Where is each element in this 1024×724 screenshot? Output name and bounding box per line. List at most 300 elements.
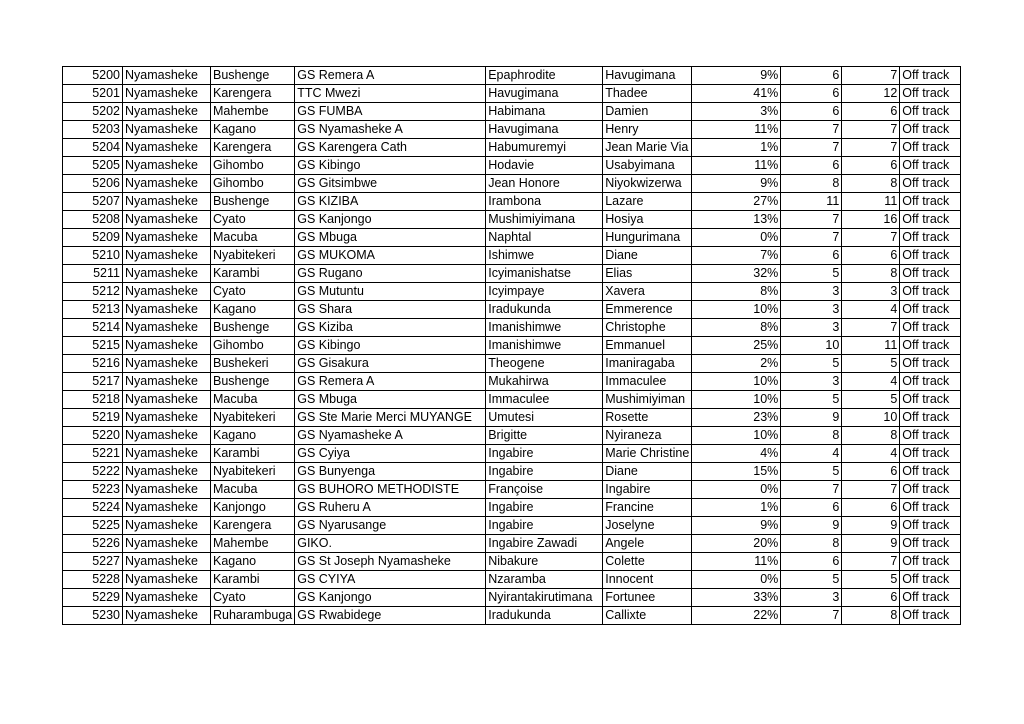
score-b-cell: 6 — [842, 103, 900, 121]
first-name-cell: Iradukunda — [486, 301, 603, 319]
table-row — [63, 499, 961, 517]
district-cell: Nyamasheke — [123, 571, 211, 589]
score-a-cell: 5 — [781, 571, 842, 589]
sector-cell: Karambi — [211, 445, 295, 463]
first-name-cell: Icyimpaye — [486, 283, 603, 301]
score-a-cell: 7 — [781, 139, 842, 157]
status-cell: Off track — [900, 265, 961, 283]
status-cell: Off track — [900, 211, 961, 229]
row-id-cell: 5211 — [63, 265, 123, 283]
score-b-cell: 7 — [842, 229, 900, 247]
district-cell: Nyamasheke — [123, 157, 211, 175]
first-name-cell: Nzaramba — [486, 571, 603, 589]
percent-cell: 8% — [692, 319, 781, 337]
last-name-cell: Havugimana — [603, 67, 692, 85]
row-id-cell: 5209 — [63, 229, 123, 247]
status-cell: Off track — [900, 355, 961, 373]
score-b-cell: 10 — [842, 409, 900, 427]
status-cell: Off track — [900, 427, 961, 445]
first-name-cell: Mushimiyimana — [486, 211, 603, 229]
sector-cell: Kanjongo — [211, 499, 295, 517]
score-b-cell: 9 — [842, 517, 900, 535]
school-cell: GS FUMBA — [295, 103, 486, 121]
score-b-cell: 6 — [842, 463, 900, 481]
school-cell: GS Remera A — [295, 67, 486, 85]
percent-cell: 9% — [692, 517, 781, 535]
status-cell: Off track — [900, 463, 961, 481]
last-name-cell: Callixte — [603, 607, 692, 625]
score-b-cell: 5 — [842, 391, 900, 409]
percent-cell: 0% — [692, 229, 781, 247]
school-cell: GS Kiziba — [295, 319, 486, 337]
last-name-cell: Marie Christine — [603, 445, 692, 463]
row-id-cell: 5219 — [63, 409, 123, 427]
percent-cell: 11% — [692, 553, 781, 571]
district-cell: Nyamasheke — [123, 319, 211, 337]
score-a-cell: 3 — [781, 589, 842, 607]
district-cell: Nyamasheke — [123, 589, 211, 607]
first-name-cell: Havugimana — [486, 121, 603, 139]
percent-cell: 1% — [692, 499, 781, 517]
percent-cell: 0% — [692, 481, 781, 499]
table-row — [63, 121, 961, 139]
score-b-cell: 16 — [842, 211, 900, 229]
district-cell: Nyamasheke — [123, 247, 211, 265]
school-cell: GS Gitsimbwe — [295, 175, 486, 193]
table-row — [63, 589, 961, 607]
first-name-cell: Umutesi — [486, 409, 603, 427]
sector-cell: Bushenge — [211, 193, 295, 211]
district-cell: Nyamasheke — [123, 103, 211, 121]
status-cell: Off track — [900, 67, 961, 85]
last-name-cell: Lazare — [603, 193, 692, 211]
row-id-cell: 5222 — [63, 463, 123, 481]
last-name-cell: Colette — [603, 553, 692, 571]
status-cell: Off track — [900, 103, 961, 121]
score-b-cell: 7 — [842, 481, 900, 499]
sector-cell: Karengera — [211, 517, 295, 535]
score-a-cell: 6 — [781, 553, 842, 571]
last-name-cell: Imaniragaba — [603, 355, 692, 373]
status-cell: Off track — [900, 283, 961, 301]
score-b-cell: 6 — [842, 247, 900, 265]
sector-cell: Cyato — [211, 211, 295, 229]
district-cell: Nyamasheke — [123, 67, 211, 85]
first-name-cell: Epaphrodite — [486, 67, 603, 85]
sector-cell: Nyabitekeri — [211, 409, 295, 427]
percent-cell: 10% — [692, 373, 781, 391]
score-b-cell: 6 — [842, 499, 900, 517]
first-name-cell: Icyimanishatse — [486, 265, 603, 283]
score-a-cell: 6 — [781, 103, 842, 121]
table-row — [63, 139, 961, 157]
status-cell: Off track — [900, 517, 961, 535]
status-cell: Off track — [900, 337, 961, 355]
first-name-cell: Ingabire — [486, 499, 603, 517]
row-id-cell: 5230 — [63, 607, 123, 625]
percent-cell: 9% — [692, 67, 781, 85]
score-a-cell: 6 — [781, 157, 842, 175]
score-a-cell: 8 — [781, 427, 842, 445]
score-a-cell: 3 — [781, 301, 842, 319]
school-cell: GS Rwabidege — [295, 607, 486, 625]
sector-cell: Karambi — [211, 265, 295, 283]
percent-cell: 9% — [692, 175, 781, 193]
school-cell: GS MUKOMA — [295, 247, 486, 265]
score-a-cell: 6 — [781, 67, 842, 85]
sector-cell: Macuba — [211, 481, 295, 499]
school-cell: GS Ruheru A — [295, 499, 486, 517]
sector-cell: Bushenge — [211, 319, 295, 337]
school-cell: GS Karengera Cath — [295, 139, 486, 157]
first-name-cell: Ingabire — [486, 445, 603, 463]
percent-cell: 15% — [692, 463, 781, 481]
status-cell: Off track — [900, 445, 961, 463]
school-cell: GS Remera A — [295, 373, 486, 391]
score-a-cell: 8 — [781, 535, 842, 553]
status-cell: Off track — [900, 607, 961, 625]
school-cell: TTC Mwezi — [295, 85, 486, 103]
percent-cell: 10% — [692, 427, 781, 445]
row-id-cell: 5229 — [63, 589, 123, 607]
sector-cell: Kagano — [211, 427, 295, 445]
table-row — [63, 409, 961, 427]
district-cell: Nyamasheke — [123, 607, 211, 625]
score-b-cell: 7 — [842, 553, 900, 571]
score-b-cell: 8 — [842, 607, 900, 625]
row-id-cell: 5224 — [63, 499, 123, 517]
school-cell: GS Kanjongo — [295, 589, 486, 607]
last-name-cell: Ingabire — [603, 481, 692, 499]
first-name-cell: Naphtal — [486, 229, 603, 247]
status-cell: Off track — [900, 175, 961, 193]
last-name-cell: Rosette — [603, 409, 692, 427]
score-a-cell: 10 — [781, 337, 842, 355]
sector-cell: Macuba — [211, 391, 295, 409]
sector-cell: Karengera — [211, 139, 295, 157]
last-name-cell: Jean Marie Via — [603, 139, 692, 157]
status-cell: Off track — [900, 85, 961, 103]
school-cell: GIKO. — [295, 535, 486, 553]
first-name-cell: Mukahirwa — [486, 373, 603, 391]
status-cell: Off track — [900, 229, 961, 247]
district-cell: Nyamasheke — [123, 265, 211, 283]
first-name-cell: Theogene — [486, 355, 603, 373]
school-cell: GS Nyamasheke A — [295, 121, 486, 139]
row-id-cell: 5208 — [63, 211, 123, 229]
school-cell: GS Kanjongo — [295, 211, 486, 229]
last-name-cell: Hungurimana — [603, 229, 692, 247]
score-a-cell: 6 — [781, 85, 842, 103]
sector-cell: Gihombo — [211, 175, 295, 193]
score-b-cell: 4 — [842, 445, 900, 463]
percent-cell: 23% — [692, 409, 781, 427]
table-row — [63, 445, 961, 463]
table-row — [63, 391, 961, 409]
last-name-cell: Joselyne — [603, 517, 692, 535]
first-name-cell: Habimana — [486, 103, 603, 121]
district-cell: Nyamasheke — [123, 283, 211, 301]
first-name-cell: Iradukunda — [486, 607, 603, 625]
row-id-cell: 5200 — [63, 67, 123, 85]
table-row — [63, 211, 961, 229]
last-name-cell: Hosiya — [603, 211, 692, 229]
first-name-cell: Ingabire — [486, 517, 603, 535]
table-row — [63, 373, 961, 391]
score-a-cell: 4 — [781, 445, 842, 463]
first-name-cell: Ingabire — [486, 463, 603, 481]
row-id-cell: 5214 — [63, 319, 123, 337]
score-b-cell: 5 — [842, 571, 900, 589]
status-cell: Off track — [900, 481, 961, 499]
score-a-cell: 9 — [781, 409, 842, 427]
table-row — [63, 103, 961, 121]
score-b-cell: 5 — [842, 355, 900, 373]
row-id-cell: 5203 — [63, 121, 123, 139]
score-b-cell: 9 — [842, 535, 900, 553]
district-cell: Nyamasheke — [123, 553, 211, 571]
row-id-cell: 5202 — [63, 103, 123, 121]
row-id-cell: 5201 — [63, 85, 123, 103]
district-cell: Nyamasheke — [123, 427, 211, 445]
sector-cell: Bushekeri — [211, 355, 295, 373]
score-b-cell: 8 — [842, 427, 900, 445]
school-cell: GS Gisakura — [295, 355, 486, 373]
table-row — [63, 67, 961, 85]
percent-cell: 13% — [692, 211, 781, 229]
percent-cell: 25% — [692, 337, 781, 355]
score-b-cell: 4 — [842, 301, 900, 319]
first-name-cell: Immaculee — [486, 391, 603, 409]
percent-cell: 41% — [692, 85, 781, 103]
row-id-cell: 5210 — [63, 247, 123, 265]
status-cell: Off track — [900, 319, 961, 337]
table-row — [63, 337, 961, 355]
row-id-cell: 5220 — [63, 427, 123, 445]
status-cell: Off track — [900, 499, 961, 517]
row-id-cell: 5217 — [63, 373, 123, 391]
percent-cell: 1% — [692, 139, 781, 157]
percent-cell: 7% — [692, 247, 781, 265]
sector-cell: Gihombo — [211, 157, 295, 175]
score-a-cell: 7 — [781, 211, 842, 229]
last-name-cell: Diane — [603, 463, 692, 481]
score-b-cell: 6 — [842, 589, 900, 607]
score-b-cell: 7 — [842, 319, 900, 337]
score-b-cell: 12 — [842, 85, 900, 103]
sector-cell: Nyabitekeri — [211, 247, 295, 265]
sector-cell: Kagano — [211, 301, 295, 319]
row-id-cell: 5228 — [63, 571, 123, 589]
percent-cell: 20% — [692, 535, 781, 553]
percent-cell: 11% — [692, 157, 781, 175]
district-cell: Nyamasheke — [123, 535, 211, 553]
row-id-cell: 5212 — [63, 283, 123, 301]
score-a-cell: 7 — [781, 229, 842, 247]
score-b-cell: 8 — [842, 265, 900, 283]
school-cell: GS Shara — [295, 301, 486, 319]
sector-cell: Mahembe — [211, 535, 295, 553]
table-row — [63, 319, 961, 337]
last-name-cell: Innocent — [603, 571, 692, 589]
first-name-cell: Françoise — [486, 481, 603, 499]
district-cell: Nyamasheke — [123, 355, 211, 373]
table-row — [63, 355, 961, 373]
district-cell: Nyamasheke — [123, 211, 211, 229]
school-cell: GS Mutuntu — [295, 283, 486, 301]
sector-cell: Kagano — [211, 121, 295, 139]
school-cell: GS St Joseph Nyamasheke — [295, 553, 486, 571]
score-a-cell: 5 — [781, 355, 842, 373]
last-name-cell: Thadee — [603, 85, 692, 103]
percent-cell: 8% — [692, 283, 781, 301]
score-a-cell: 5 — [781, 463, 842, 481]
percent-cell: 32% — [692, 265, 781, 283]
school-cell: GS Nyarusange — [295, 517, 486, 535]
first-name-cell: Brigitte — [486, 427, 603, 445]
row-id-cell: 5226 — [63, 535, 123, 553]
district-cell: Nyamasheke — [123, 517, 211, 535]
score-a-cell: 3 — [781, 373, 842, 391]
school-cell: GS BUHORO METHODISTE — [295, 481, 486, 499]
first-name-cell: Irambona — [486, 193, 603, 211]
sector-cell: Karengera — [211, 85, 295, 103]
score-a-cell: 5 — [781, 265, 842, 283]
status-cell: Off track — [900, 553, 961, 571]
last-name-cell: Henry — [603, 121, 692, 139]
score-a-cell: 3 — [781, 283, 842, 301]
table-body — [63, 67, 961, 625]
table-row — [63, 193, 961, 211]
table-row — [63, 265, 961, 283]
last-name-cell: Emmanuel — [603, 337, 692, 355]
sector-cell: Nyabitekeri — [211, 463, 295, 481]
score-a-cell: 3 — [781, 319, 842, 337]
district-cell: Nyamasheke — [123, 481, 211, 499]
score-b-cell: 8 — [842, 175, 900, 193]
score-a-cell: 11 — [781, 193, 842, 211]
school-cell: GS KIZIBA — [295, 193, 486, 211]
last-name-cell: Damien — [603, 103, 692, 121]
table-row — [63, 229, 961, 247]
score-a-cell: 6 — [781, 499, 842, 517]
sector-cell: Macuba — [211, 229, 295, 247]
percent-cell: 27% — [692, 193, 781, 211]
score-b-cell: 4 — [842, 373, 900, 391]
sector-cell: Bushenge — [211, 373, 295, 391]
district-cell: Nyamasheke — [123, 337, 211, 355]
percent-cell: 2% — [692, 355, 781, 373]
table-row — [63, 607, 961, 625]
table-row — [63, 427, 961, 445]
score-a-cell: 5 — [781, 391, 842, 409]
sector-cell: Kagano — [211, 553, 295, 571]
status-cell: Off track — [900, 247, 961, 265]
percent-cell: 11% — [692, 121, 781, 139]
score-b-cell: 7 — [842, 139, 900, 157]
school-cell: GS Kibingo — [295, 337, 486, 355]
score-a-cell: 7 — [781, 121, 842, 139]
last-name-cell: Fortunee — [603, 589, 692, 607]
status-cell: Off track — [900, 409, 961, 427]
percent-cell: 10% — [692, 391, 781, 409]
table-row — [63, 553, 961, 571]
first-name-cell: Hodavie — [486, 157, 603, 175]
sector-cell: Gihombo — [211, 337, 295, 355]
percent-cell: 22% — [692, 607, 781, 625]
last-name-cell: Nyiraneza — [603, 427, 692, 445]
table-row — [63, 301, 961, 319]
row-id-cell: 5218 — [63, 391, 123, 409]
score-a-cell: 8 — [781, 175, 842, 193]
district-cell: Nyamasheke — [123, 391, 211, 409]
row-id-cell: 5221 — [63, 445, 123, 463]
status-cell: Off track — [900, 373, 961, 391]
score-b-cell: 6 — [842, 157, 900, 175]
last-name-cell: Mushimiyiman — [603, 391, 692, 409]
table-row — [63, 283, 961, 301]
score-a-cell: 6 — [781, 247, 842, 265]
sector-cell: Mahembe — [211, 103, 295, 121]
percent-cell: 33% — [692, 589, 781, 607]
status-cell: Off track — [900, 535, 961, 553]
percent-cell: 3% — [692, 103, 781, 121]
district-cell: Nyamasheke — [123, 499, 211, 517]
first-name-cell: Jean Honore — [486, 175, 603, 193]
score-a-cell: 7 — [781, 481, 842, 499]
row-id-cell: 5204 — [63, 139, 123, 157]
first-name-cell: Habumuremyi — [486, 139, 603, 157]
percent-cell: 4% — [692, 445, 781, 463]
status-cell: Off track — [900, 589, 961, 607]
school-cell: GS Ste Marie Merci MUYANGE — [295, 409, 486, 427]
first-name-cell: Imanishimwe — [486, 337, 603, 355]
district-cell: Nyamasheke — [123, 139, 211, 157]
status-cell: Off track — [900, 193, 961, 211]
district-cell: Nyamasheke — [123, 85, 211, 103]
row-id-cell: 5223 — [63, 481, 123, 499]
first-name-cell: Nibakure — [486, 553, 603, 571]
table-row — [63, 175, 961, 193]
score-b-cell: 7 — [842, 121, 900, 139]
row-id-cell: 5227 — [63, 553, 123, 571]
table-row — [63, 571, 961, 589]
row-id-cell: 5205 — [63, 157, 123, 175]
last-name-cell: Niyokwizerwa — [603, 175, 692, 193]
school-cell: GS Bunyenga — [295, 463, 486, 481]
first-name-cell: Ingabire Zawadi — [486, 535, 603, 553]
score-b-cell: 3 — [842, 283, 900, 301]
sector-cell: Ruharambuga — [211, 607, 295, 625]
row-id-cell: 5206 — [63, 175, 123, 193]
sector-cell: Bushenge — [211, 67, 295, 85]
sector-cell: Cyato — [211, 589, 295, 607]
row-id-cell: 5225 — [63, 517, 123, 535]
status-cell: Off track — [900, 157, 961, 175]
row-id-cell: 5213 — [63, 301, 123, 319]
school-cell: GS Mbuga — [295, 229, 486, 247]
score-b-cell: 11 — [842, 337, 900, 355]
school-cell: GS Kibingo — [295, 157, 486, 175]
table-row — [63, 535, 961, 553]
percent-cell: 10% — [692, 301, 781, 319]
district-cell: Nyamasheke — [123, 193, 211, 211]
first-name-cell: Ishimwe — [486, 247, 603, 265]
score-a-cell: 7 — [781, 607, 842, 625]
district-cell: Nyamasheke — [123, 229, 211, 247]
school-cell: GS Rugano — [295, 265, 486, 283]
district-cell: Nyamasheke — [123, 373, 211, 391]
